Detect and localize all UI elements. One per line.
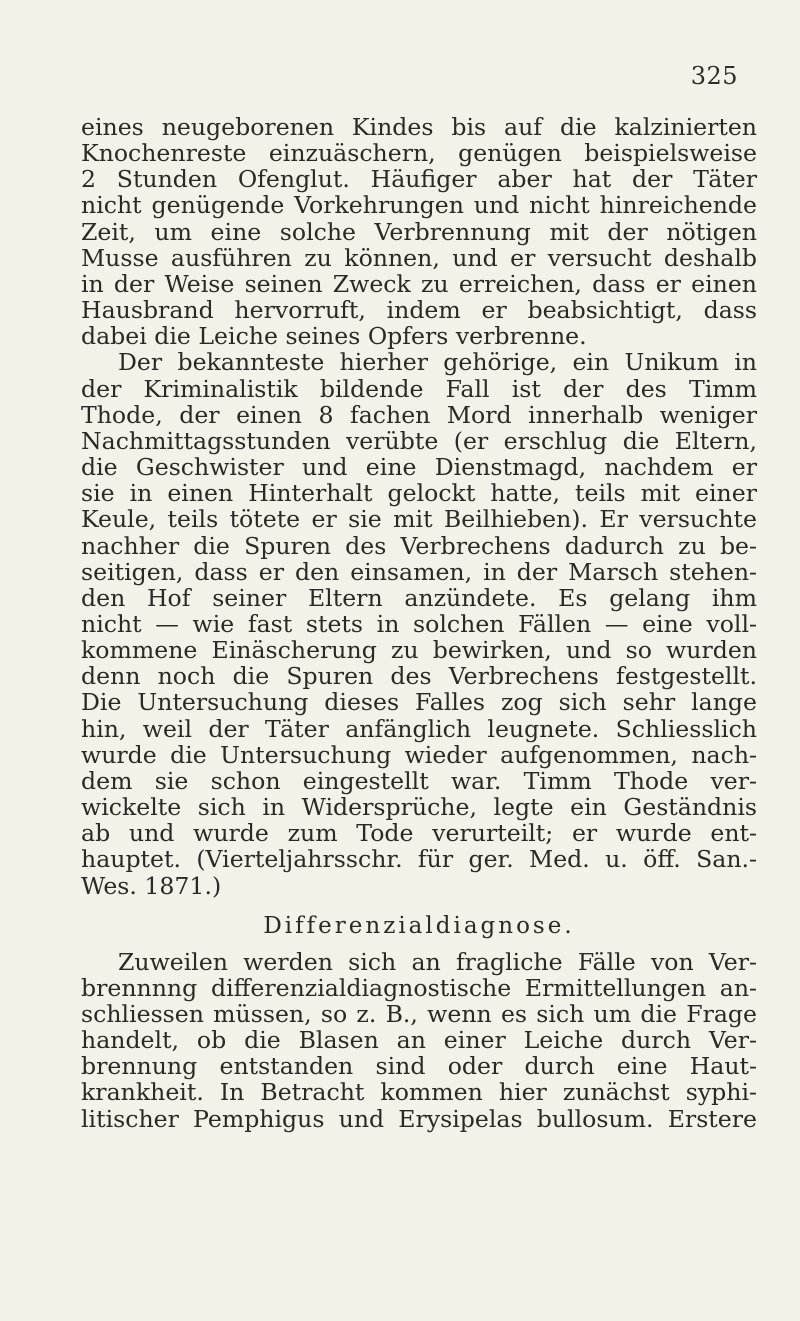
text-line: Musse ausführen zu können, und er versucht deshalb bbox=[81, 243, 757, 272]
text-line: wickelte sich in Widersprüche, legte ein Geständnis bbox=[81, 793, 757, 822]
page-number: 325 bbox=[690, 62, 738, 90]
text-line: Zuweilen werden sich an fragliche Fälle von Ver- bbox=[118, 947, 757, 976]
text-line: brennnng differenzialdiagnostische Ermittellungen an- bbox=[81, 973, 757, 1002]
text-line: hin, weil der Täter anfänglich leugnete. Schliesslich bbox=[81, 714, 757, 743]
text-line: schliessen müssen, so z. B., wenn es sich um die Frage bbox=[81, 1000, 757, 1028]
paragraph-2 bbox=[81, 349, 757, 898]
text-line: die Geschwister und eine Dienstmagd, nachdem er bbox=[81, 453, 757, 482]
text-line: kommene Einäscherung zu bewirken, und so wurden bbox=[81, 636, 757, 665]
text-line: handelt, ob die Blasen an einer Leiche durch Ver- bbox=[81, 1026, 757, 1055]
text-line: brennung entstanden sind oder durch eine Haut- bbox=[81, 1052, 757, 1081]
paragraph-3 bbox=[81, 949, 757, 1132]
text-line: nachher die Spuren des Verbrechens dadurch zu be- bbox=[81, 531, 757, 560]
text-line: Wes. 1871.) bbox=[81, 871, 222, 900]
text-line: Knochenreste einzuäschern, genügen beispielsweise bbox=[81, 139, 757, 168]
text-line: Die Untersuchung dieses Falles zog sich sehr lange bbox=[81, 688, 757, 717]
text-line: 2 Stunden Ofenglut. Häufiger aber hat der Täter bbox=[81, 165, 757, 194]
text-line: den Hof seiner Eltern anzündete. Es gelang ihm bbox=[81, 583, 757, 612]
text-line: hauptet. (Vierteljahrsschr. für ger. Med. u. öff. San.- bbox=[81, 845, 757, 874]
paragraph-1 bbox=[81, 114, 757, 349]
text-line: in der Weise seinen Zweck zu erreichen, dass er einen bbox=[81, 269, 757, 298]
text-line: Nachmittagsstunden verübte (er erschlug die Eltern, bbox=[81, 426, 757, 455]
section-heading: Differenzialdiagnose. bbox=[263, 912, 575, 939]
text-line: dem sie schon eingestellt war. Timm Thode ver- bbox=[81, 766, 757, 795]
text-line: krankheit. In Betracht kommen hier zunächst syphi- bbox=[81, 1078, 757, 1107]
text-line: Zeit, um eine solche Verbrennung mit der nötigen bbox=[81, 217, 757, 246]
text-line: seitigen, dass er den einsamen, in der Marsch stehen- bbox=[81, 557, 757, 586]
text-line: nicht — wie fast stets in solchen Fällen — eine voll- bbox=[81, 609, 757, 638]
text-line: Keule, teils tötete er sie mit Beilhieben). Er versuchte bbox=[81, 505, 757, 534]
text-line: ab und wurde zum Tode verurteilt; er wurde ent- bbox=[81, 819, 757, 848]
text-line: sie in einen Hinterhalt gelockt hatte, teils mit einer bbox=[81, 479, 757, 508]
text-line: litischer Pemphigus und Erysipelas bullosum. Erstere bbox=[81, 1104, 757, 1133]
text-line: Hausbrand hervorruft, indem er beabsichtigt, dass bbox=[81, 296, 757, 325]
text-line: Thode, der einen 8 fachen Mord innerhalb weniger bbox=[81, 400, 757, 429]
text-line: wurde die Untersuchung wieder aufgenommen, nach- bbox=[81, 740, 757, 769]
text-line: nicht genügende Vorkehrungen und nicht hinreichende bbox=[81, 191, 757, 220]
text-line: der Kriminalistik bildende Fall ist der des Timm bbox=[81, 374, 757, 403]
text-line: denn noch die Spuren des Verbrechens festgestellt. bbox=[81, 662, 757, 691]
text-line: dabei die Leiche seines Opfers verbrenne. bbox=[81, 322, 587, 351]
text-line: Der bekannteste hierher gehörige, ein Unikum in bbox=[118, 348, 757, 377]
body-text bbox=[81, 114, 757, 1132]
text-line: eines neugeborenen Kindes bis auf die kalzinierten bbox=[81, 113, 757, 141]
